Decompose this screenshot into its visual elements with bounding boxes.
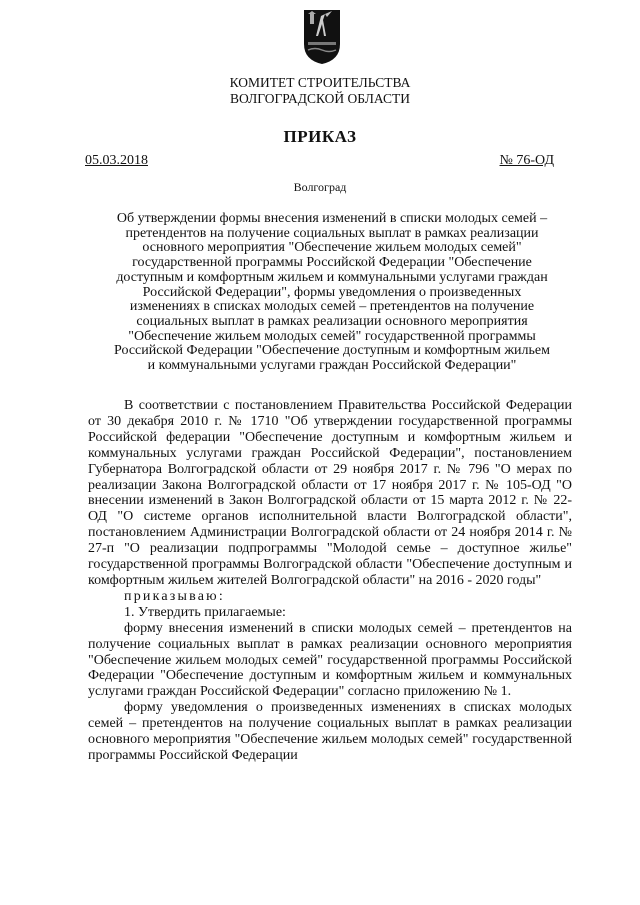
item-1: 1. Утвердить прилагаемые: <box>124 604 286 620</box>
title-line: изменениях в списках молодых семей – претендентов на получение <box>129 299 535 315</box>
item-1-form-1: форму внесения изменений в списки молодых семей – претендентов на получение социальных выплат в рамках реализации основного мероприятия "Обеспечение жильем молодых семей" государственной программы Российской Федерации "Обеспечение доступным и комфортным жильем и коммунальных услугами граждан Российской Федерации" согласно приложению № 1. <box>88 620 572 700</box>
title-line: претендентов на получение социальных выплат в рамках реализации <box>125 225 539 241</box>
organization-line-1: КОМИТЕТ СТРОИТЕЛЬСТВА <box>229 75 411 90</box>
title-line: доступным и комфортным жильем и коммунальными услугами граждан <box>116 269 548 285</box>
document-title <box>88 212 576 374</box>
document-type: ПРИКАЗ <box>283 127 357 146</box>
title-line: государственной программы Российской Федерации "Обеспечение <box>132 255 532 271</box>
title-line: основного мероприятия "Обеспечение жильем молодых семей" <box>142 240 522 256</box>
title-line: социальных выплат в рамках реализации основного мероприятия <box>136 313 528 329</box>
item-1-form-2: форму уведомления о произведенных изменениях в списках молодых семей – претендентов на получение социальных выплат в рамках реализации основного мероприятия "Обеспечение жильем молодых семей" государственной программы Российской Федерации <box>88 700 572 763</box>
organization-line-2: ВОЛГОГРАДСКОЙ ОБЛАСТИ <box>230 91 410 106</box>
organization-name <box>0 75 640 107</box>
title-line: Российской Федерации "Обеспечение доступным и комфортным жильем <box>114 343 550 359</box>
title-line: Российской Федерации", формы уведомления о произведенных <box>142 284 522 300</box>
title-line: Об утверждении формы внесения изменений в списки молодых семей – <box>116 211 548 226</box>
title-line: "Обеспечение жильем молодых семей" государственной программы <box>128 328 536 344</box>
coat-of-arms-icon <box>302 6 342 66</box>
order-word: приказываю: <box>124 588 225 604</box>
document-number: № 76-ОД <box>499 153 554 168</box>
document-city: Волгоград <box>293 180 347 194</box>
preamble-paragraph: В соответствии с постановлением Правительства Российской Федерации от 30 декабря 2010 г. № 1710 "Об утверждении государственной программы Российской федерации "Обеспечение доступным и комфортным жильем и коммунальных услугами граждан Российской Федерации", постановлением Губернатора Волгоградской области от 29 ноября 2017 г. № 796 "О мерах по реализации Закона Волгоградской области от 17 ноября 2017 г. № 105-ОД "О внесении изменений в Закон Волгоградской области от 15 марта 2012 г. № 22-ОД "О системе органов исполнительной власти Волгоградской области", постановлением Администрации Волгоградской области от 24 ноября 2014 г. № 27-п "О реализации подпрограммы "Молодой семье – доступное жилье" государственной программы Волгоградской области "Обеспечение доступным и комфортным жильем жителей Волгоградской области" на 2016 - 2020 годы" <box>88 398 572 588</box>
title-line: и коммунальными услугами граждан Российской Федерации" <box>147 358 517 374</box>
document-body <box>88 398 572 764</box>
document-date: 05.03.2018 <box>85 153 148 168</box>
